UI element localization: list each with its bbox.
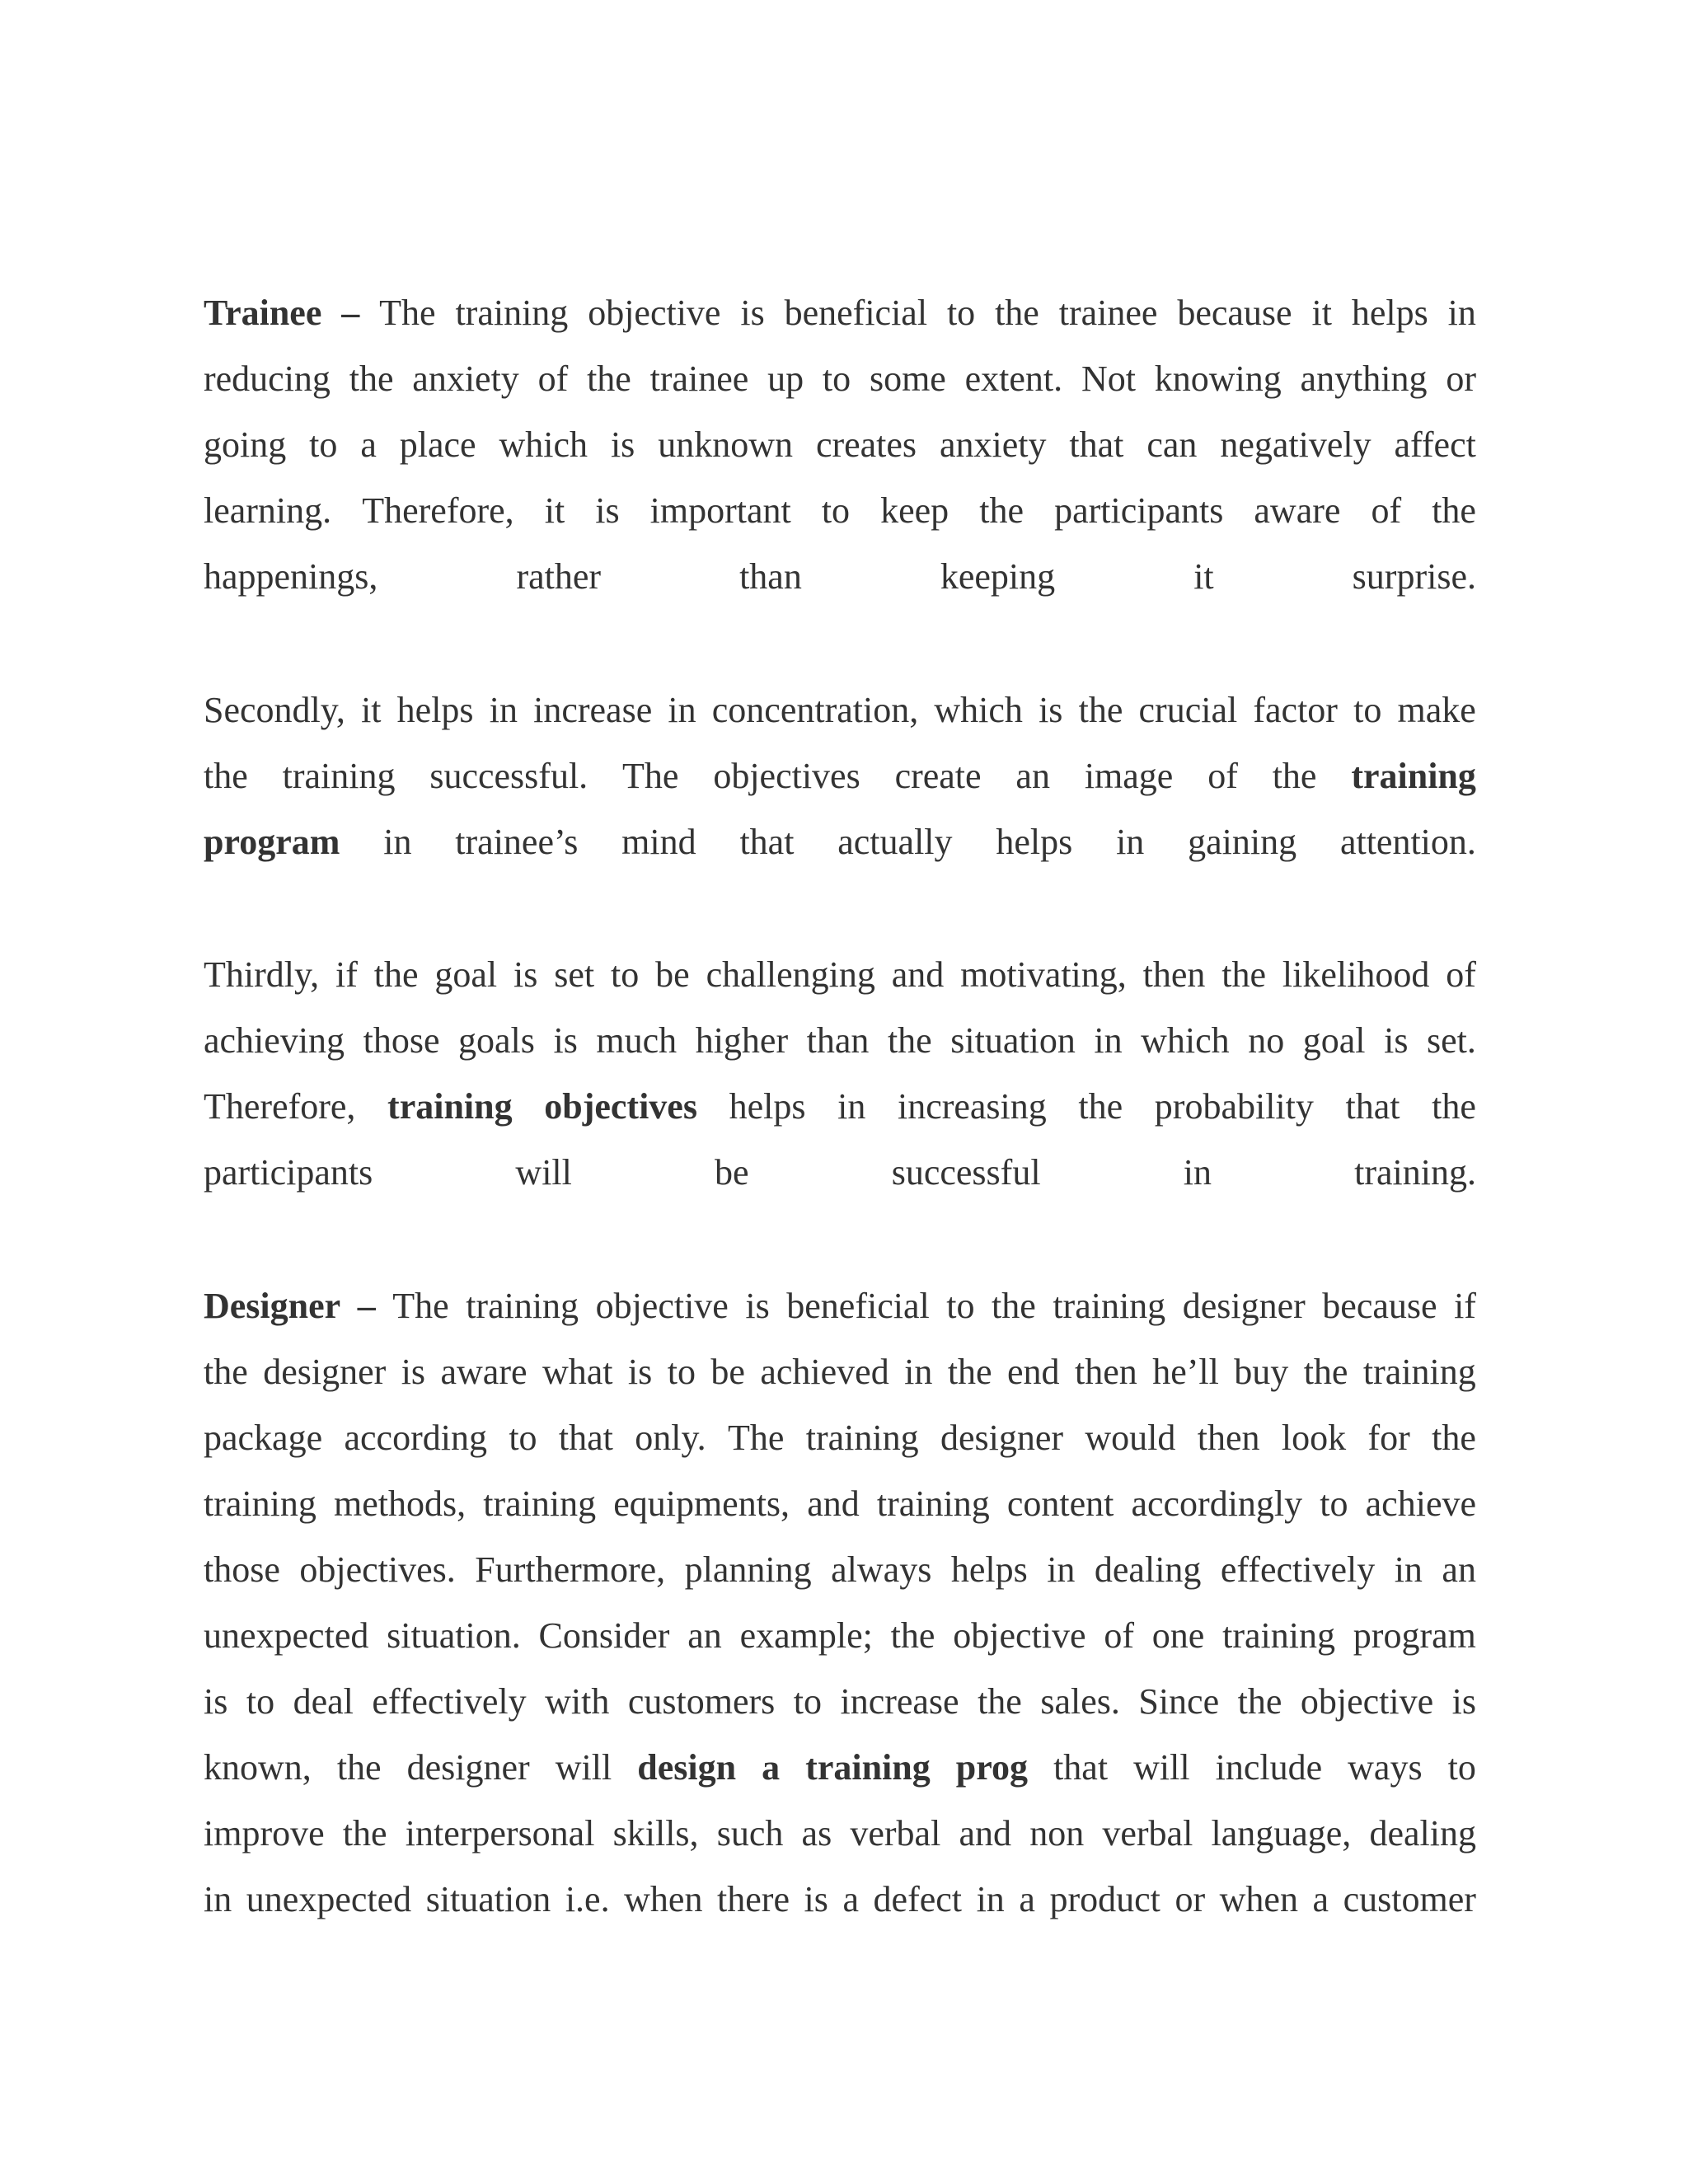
word: the [336,1747,382,1788]
word: the [992,1286,1036,1326]
word: would [1085,1418,1176,1458]
word: look [1281,1418,1347,1458]
word: known, [204,1747,312,1788]
word: improve [204,1813,325,1854]
word: equipments, [613,1483,790,1524]
bold-word: program [204,822,340,862]
word: is [553,1020,578,1061]
word: will [555,1747,612,1788]
word: is [204,1681,228,1722]
word: make [1397,690,1476,730]
text-line [204,1074,1476,1140]
word: The [392,1286,449,1326]
word: unexpected [204,1615,369,1656]
word: when [1219,1879,1298,1919]
word: is [1384,1020,1409,1061]
word: actually [837,822,953,862]
word: helps [396,690,474,730]
word: will [515,1152,572,1193]
word: a [1019,1879,1035,1919]
word: objective [588,293,721,333]
word: negatively [1220,424,1372,465]
word: The [727,1418,785,1458]
word: objective [953,1615,1086,1656]
word: the [204,756,248,796]
word: increasing [897,1086,1047,1127]
bold-word: design [637,1747,737,1788]
word: unexpected [246,1879,412,1919]
word: accordingly [1131,1483,1303,1524]
word: in [904,1352,933,1392]
word: then [1142,954,1206,995]
word: ways [1348,1747,1423,1788]
word: challenging [706,954,875,995]
text-line [204,1735,1476,1801]
word: that [739,822,795,862]
word: to [946,1286,975,1326]
word: planning [684,1549,812,1590]
word: the [1303,1352,1348,1392]
word: designer [406,1747,530,1788]
word: non [1029,1813,1085,1854]
word: the [1237,1681,1282,1722]
text-line [204,809,1476,875]
word: sales. [1040,1681,1120,1722]
word: in [383,822,412,862]
bold-word: objectives [544,1086,697,1127]
text-line [204,1405,1476,1471]
word: probability [1154,1086,1314,1127]
word: is [740,293,765,333]
bold-word: training [805,1747,931,1788]
word: concentration, [711,690,919,730]
word: to [1353,690,1382,730]
word: in [1094,1020,1123,1061]
word: Therefore, [362,490,514,531]
word: the [887,1020,932,1061]
word: factor [1253,690,1338,730]
text-line [204,743,1476,809]
word: methods, [333,1483,467,1524]
word: is [1451,1681,1476,1722]
word: increase [533,690,653,730]
word: mind [621,822,696,862]
word: it [544,490,565,531]
word: The [379,293,436,333]
word: in [1447,293,1476,333]
paragraph-designer [204,1273,1476,1933]
word: reducing [204,359,331,399]
word: anxiety [939,424,1047,465]
word: only. [635,1418,706,1458]
word: learning. [204,490,332,531]
word: in [1047,1549,1076,1590]
word: to [822,359,851,399]
word: trainee’s [455,822,579,862]
word: The [622,756,679,796]
word: is [595,490,620,531]
text-line [204,1867,1476,1933]
word: anything [1300,359,1428,399]
word: customers [627,1681,776,1722]
word: training. [1354,1152,1476,1193]
word: of [1446,954,1476,995]
text-line [204,1537,1476,1603]
word: what [542,1352,613,1392]
word: achieved [760,1352,889,1392]
word: product [1049,1879,1160,1919]
word: is [804,1879,828,1919]
word: or [1446,359,1476,399]
word: to [821,490,851,531]
word: no [1248,1020,1285,1061]
word: the [890,1615,935,1656]
word: beneficial [784,293,928,333]
word: in [204,1879,232,1919]
word: the [1432,490,1476,531]
word: in [1183,1152,1212,1193]
word: interpersonal [405,1813,595,1854]
word: anxiety [412,359,519,399]
word: trainee [1058,293,1158,333]
word: create [894,756,982,796]
word: then [1074,1352,1137,1392]
word: in [668,690,696,730]
word: and [959,1813,1012,1854]
paragraph-trainee [204,280,1476,610]
text-line [204,478,1476,544]
word: if [1454,1286,1476,1326]
text-line [204,544,1476,610]
word: training [876,1483,990,1524]
word: increase [840,1681,959,1722]
word: which [499,424,588,465]
word: the [1221,954,1267,995]
word: which [934,690,1023,730]
word: an [687,1615,722,1656]
word: skills, [612,1813,699,1854]
word: because [1322,1286,1437,1326]
word: it [1311,293,1332,333]
word: goal [434,954,498,995]
word: extent. [964,359,1063,399]
word: Therefore, [204,1086,356,1127]
word: crucial [1138,690,1238,730]
word: affect [1394,424,1476,465]
bold-word: prog [955,1747,1029,1788]
text-line [204,1669,1476,1735]
word: dealing [1369,1813,1476,1854]
word: deal [293,1681,354,1722]
word: language, [1211,1813,1352,1854]
word: in [837,1086,866,1127]
word: the [947,1352,992,1392]
word: the [1272,756,1317,796]
word: goal [1302,1020,1366,1061]
word: image [1084,756,1174,796]
word: is [610,424,635,465]
word: which [1141,1020,1230,1061]
word: training [282,756,396,796]
word: buy [1234,1352,1289,1392]
word: objectives. [299,1549,456,1590]
word: situation [950,1020,1076,1061]
word: objective [595,1286,729,1326]
word: likelihood [1282,954,1430,995]
text-line [204,280,1476,346]
text-line [204,1801,1476,1867]
word: is [513,954,538,995]
word: is [627,1352,653,1392]
word: the [587,359,631,399]
word: customer [1343,1879,1476,1919]
word: to [946,293,976,333]
text-line [204,942,1476,1008]
word: the [979,490,1024,531]
text-line [204,1273,1476,1339]
word: always [831,1549,932,1590]
word: content [1006,1483,1114,1524]
word: trainee [649,359,749,399]
paragraph-thirdly [204,942,1476,1206]
word: set [554,954,595,995]
word: gaining [1188,822,1297,862]
word: much [596,1020,678,1061]
word: Consider [538,1615,670,1656]
bold-word: – [341,293,360,333]
word: objectives [713,756,860,796]
bold-word: a [762,1747,781,1788]
word: an [1442,1549,1476,1590]
word: situation [425,1879,551,1919]
word: successful. [429,756,588,796]
word: in [489,690,518,730]
word: goals [458,1020,535,1061]
text-line [204,1471,1476,1537]
word: that [1345,1086,1400,1127]
word: in [1116,822,1145,862]
word: effectively [1220,1549,1376,1590]
word: than [806,1020,870,1061]
word: aware [440,1352,528,1392]
bold-word: Trainee [204,293,322,333]
word: training [483,1483,597,1524]
word: Since [1138,1681,1220,1722]
word: the [342,1813,387,1854]
word: of [537,359,569,399]
word: happenings, [204,556,378,597]
word: training [1222,1615,1335,1656]
word: the [349,359,394,399]
word: helps [950,1549,1028,1590]
word: Secondly, [204,690,345,730]
word: he’ll [1152,1352,1219,1392]
word: will [1133,1747,1190,1788]
word: place [399,424,476,465]
word: end [1007,1352,1060,1392]
word: situation. [387,1615,521,1656]
word: some [869,359,946,399]
word: be [655,954,690,995]
word: in [976,1879,1005,1919]
word: defect [873,1879,963,1919]
word: to [793,1681,822,1722]
word: important [649,490,791,531]
text-line [204,1140,1476,1206]
word: a [1312,1879,1329,1919]
word: achieving [204,1020,345,1061]
word: a [360,424,377,465]
word: the [373,954,419,995]
word: be [710,1352,745,1392]
word: package [204,1418,323,1458]
word: can [1146,424,1198,465]
word: achieve [1365,1483,1476,1524]
word: training [1362,1352,1476,1392]
word: of [1371,490,1402,531]
word: for [1367,1418,1410,1458]
word: those [363,1020,440,1061]
word: training [805,1418,919,1458]
word: because [1177,293,1292,333]
word: i.e. [565,1879,610,1919]
word: to [1320,1483,1348,1524]
text-line [204,1008,1476,1074]
word: verbal [850,1813,941,1854]
word: that [558,1418,613,1458]
word: participants [1054,490,1224,531]
paragraph-secondly [204,677,1476,875]
word: training [455,293,569,333]
word: and [807,1483,860,1524]
word: beneficial [786,1286,930,1326]
word: up [767,359,804,399]
word: is [745,1286,770,1326]
word: designer [1182,1286,1306,1326]
word: Furthermore, [475,1549,666,1590]
word: keep [880,490,950,531]
word: to [1447,1747,1476,1788]
word: the [1432,1418,1476,1458]
word: keeping [940,556,1056,597]
text-line [204,677,1476,743]
word: surprise. [1352,556,1476,597]
word: when [624,1879,703,1919]
word: the [204,1352,248,1392]
word: that [1069,424,1124,465]
word: creates [815,424,917,465]
word: successful [891,1152,1041,1193]
text-line [204,412,1476,478]
bold-word: training [1351,756,1476,796]
word: rather [516,556,602,597]
word: a [842,1879,859,1919]
word: unknown [658,424,794,465]
word: an [1015,756,1050,796]
word: verbal [1102,1813,1193,1854]
text-line [204,1339,1476,1405]
word: those [204,1549,280,1590]
word: according [344,1418,487,1458]
word: to [667,1352,696,1392]
word: set. [1427,1020,1476,1061]
word: of [1104,1615,1134,1656]
word: helps [1351,293,1428,333]
word: one [1151,1615,1205,1656]
word: than [739,556,802,597]
word: such [716,1813,784,1854]
word: program [1353,1615,1476,1656]
word: it [1193,556,1214,597]
word: knowing [1154,359,1282,399]
bold-word: – [357,1286,376,1326]
word: training [1053,1286,1166,1326]
word: include [1215,1747,1323,1788]
word: to [309,424,338,465]
text-line [204,346,1476,412]
word: there [717,1879,790,1919]
word: attention. [1339,822,1476,862]
word: training [466,1286,579,1326]
bold-word: Designer [204,1286,341,1326]
word: aware [1254,490,1341,531]
word: the [1078,690,1123,730]
word: the [1432,1086,1476,1127]
word: if [335,954,358,995]
word: Not [1081,359,1136,399]
word: it [361,690,382,730]
word: the [1078,1086,1123,1127]
word: going [204,424,287,465]
bold-word: training [387,1086,513,1127]
word: of [1207,756,1238,796]
word: example; [739,1615,873,1656]
word: with [545,1681,610,1722]
word: be [715,1152,749,1193]
word: dealing [1094,1549,1202,1590]
word: then [1197,1418,1260,1458]
word: or [1175,1879,1206,1919]
word: Thirdly, [204,954,320,995]
word: effectively [372,1681,527,1722]
word: designer [940,1418,1064,1458]
text-line [204,1603,1476,1669]
word: objective [1300,1681,1434,1722]
word: is [1039,690,1063,730]
word: higher [695,1020,789,1061]
word: and [891,954,945,995]
word: participants [204,1152,373,1193]
word: helps [729,1086,806,1127]
word: to [246,1681,275,1722]
word: to [509,1418,537,1458]
word: the [978,1681,1022,1722]
word: is [401,1352,426,1392]
word: as [801,1813,832,1854]
word: motivating, [960,954,1127,995]
word: helps [996,822,1073,862]
word: that [1053,1747,1109,1788]
word: to [611,954,640,995]
word: the [995,293,1039,333]
word: in [1394,1549,1423,1590]
word: training [204,1483,316,1524]
word: designer [263,1352,387,1392]
